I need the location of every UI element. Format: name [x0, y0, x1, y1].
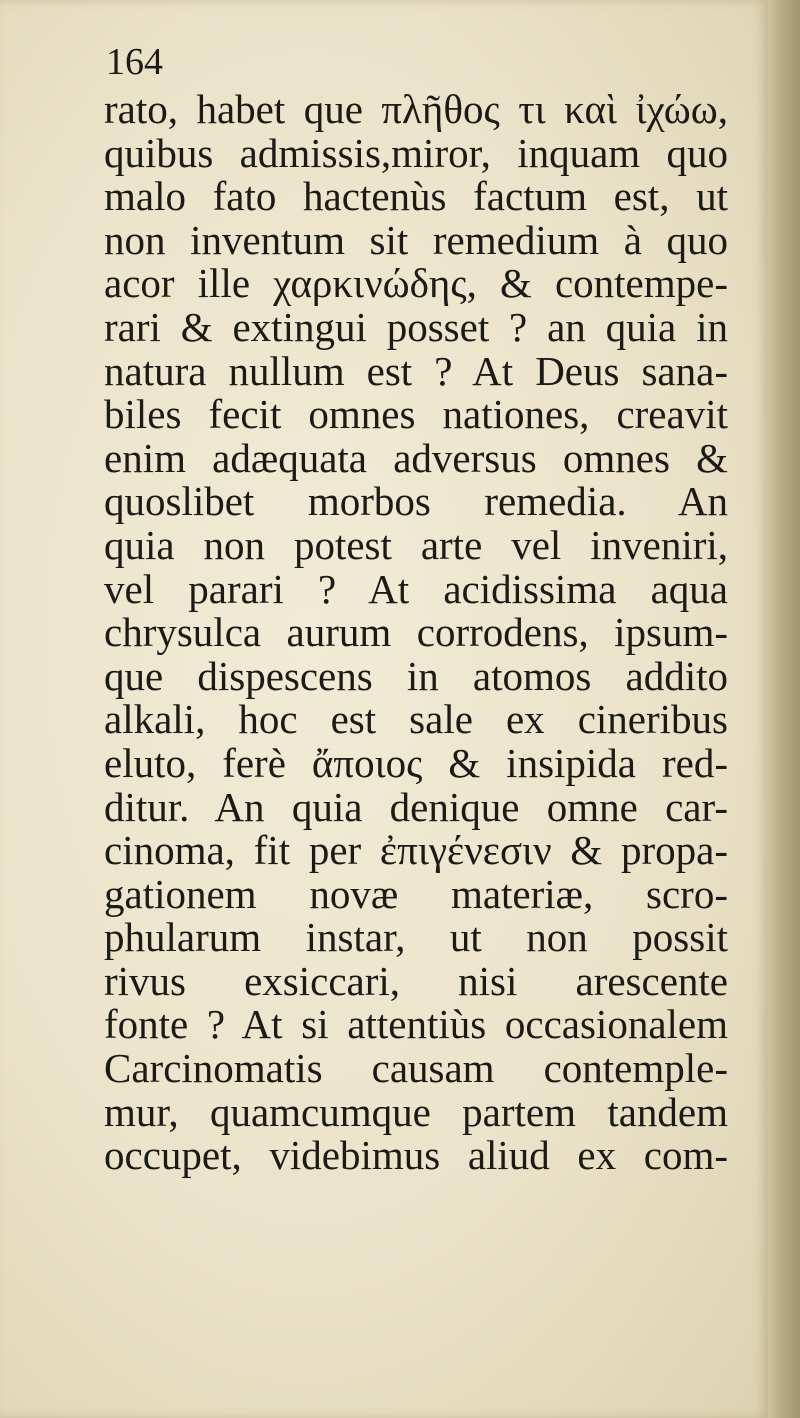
page-number: 164 — [106, 41, 163, 83]
text-line: alkali, hoc est sale ex cineribus — [104, 696, 728, 743]
text-line: mur, quamcumque partem tandem — [104, 1088, 728, 1135]
text-line: rari & extingui posset ? an quia in — [104, 303, 728, 350]
text-line: occupet, videbimus aliud ex com- — [104, 1132, 728, 1179]
page-gutter — [768, 0, 800, 1418]
text-line: eluto, ferè ἄποιος & insipida red- — [104, 739, 728, 786]
text-line: chrysulca aurum corrodens, ipsum- — [104, 609, 728, 656]
text-line: acor ille χαρκινώδης, & contempe- — [104, 260, 728, 307]
text-line: vel parari ? At acidissima aqua — [104, 565, 728, 612]
text-line: rato, habet que πλῆθος τι καὶ ἰχώω, — [104, 86, 728, 132]
text-line: enim adæquata adversus omnes & — [104, 434, 728, 481]
text-line: Carcinomatis causam contemple- — [104, 1045, 728, 1092]
text-line: malo fato hactenùs factum est, ut — [104, 173, 728, 220]
text-line: non inventum sit remedium à quo — [104, 216, 728, 263]
text-line: phularum instar, ut non possit — [104, 914, 728, 961]
text-line: cinoma, fit per ἐπιγένεσιν & propa- — [104, 827, 728, 874]
text-line: natura nullum est ? At Deus sana- — [104, 347, 728, 394]
text-line: fonte ? At si attentiùs occasionalem — [104, 1001, 728, 1048]
text-line: rivus exsiccari, nisi arescente — [104, 957, 728, 1004]
body-text — [104, 88, 728, 1178]
text-line: quibus admissis,miror, inquam quo — [104, 129, 728, 176]
text-line: quoslibet morbos remedia. An — [104, 478, 728, 525]
text-line: biles fecit omnes nationes, creavit — [104, 391, 728, 438]
text-line: quia non potest arte vel inveniri, — [104, 521, 728, 568]
text-line: que dispescens in atomos addito — [104, 652, 728, 699]
text-line: ditur. An quia denique omne car- — [104, 783, 728, 830]
text-line: gationem novæ materiæ, scro- — [104, 870, 728, 917]
